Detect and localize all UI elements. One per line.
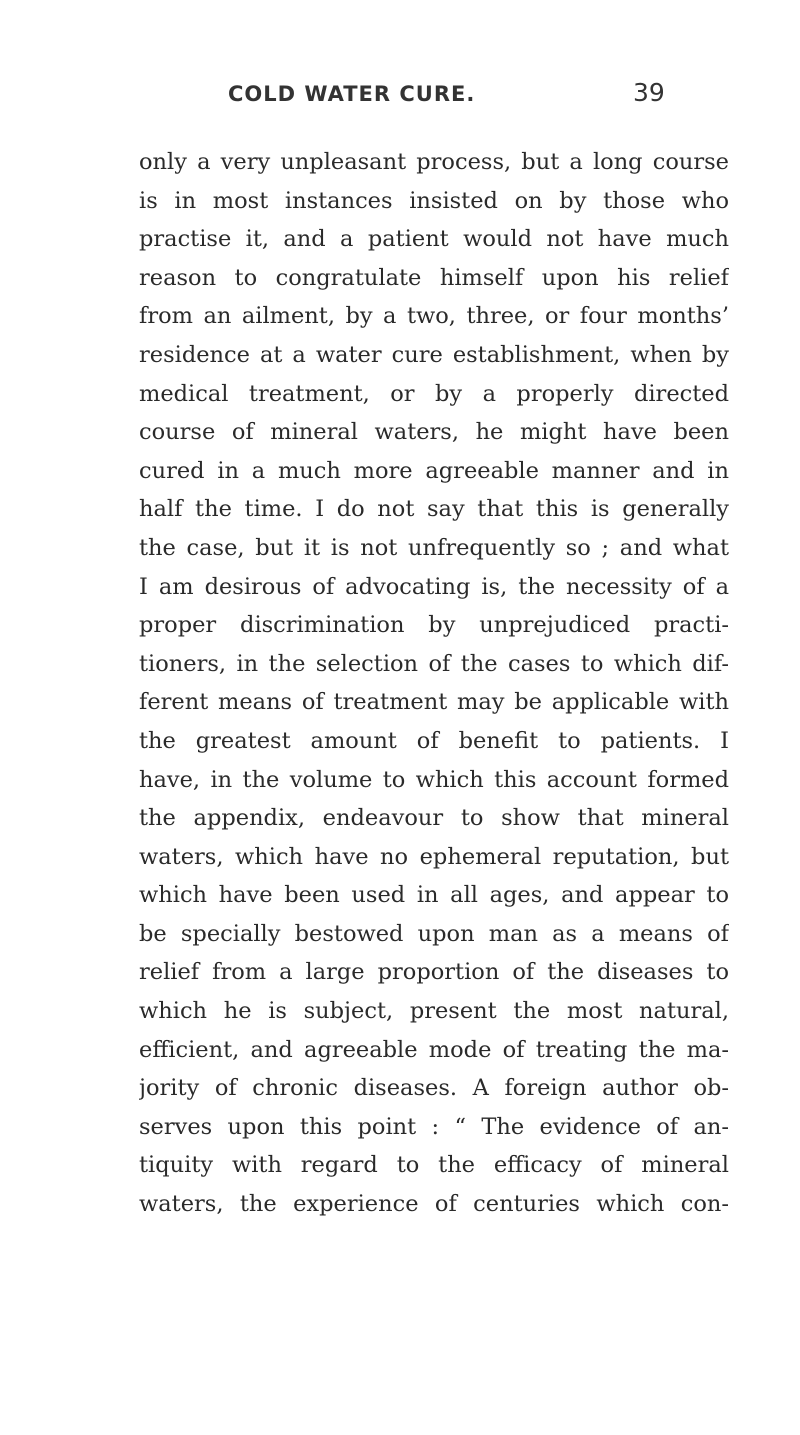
body-text — [139, 143, 729, 1224]
text-line: medical treatment, or by a properly directed — [139, 380, 729, 407]
text-line: half the time. I do not say that this is generally — [139, 496, 729, 523]
text-line: from an ailment, by a two, three, or four months’ — [139, 303, 729, 330]
text-line: waters, which have no ephemeral reputation, but — [139, 843, 729, 870]
text-line: the appendix, endeavour to show that mineral — [139, 805, 729, 832]
text-line: cured in a much more agreeable manner and in — [139, 457, 729, 484]
text-line: be specially bestowed upon man as a means of — [139, 920, 729, 947]
text-line: practise it, and a patient would not have much — [139, 226, 729, 253]
text-line: ferent means of treatment may be applicable with — [139, 689, 729, 716]
text-line: tioners, in the selection of the cases to which dif- — [139, 650, 729, 677]
text-line: have, in the volume to which this account formed — [139, 766, 729, 793]
text-line: relief from a large proportion of the diseases to — [139, 959, 729, 986]
text-line: only a very unpleasant process, but a long course — [139, 149, 729, 175]
text-line: waters, the experience of centuries which con- — [139, 1191, 729, 1218]
text-line: proper discrimination by unprejudiced practi- — [139, 612, 729, 639]
text-line: the case, but it is not unfrequently so ; and what — [139, 534, 729, 561]
running-head: COLD WATER CURE. — [228, 82, 476, 106]
text-line: which he is subject, present the most natural, — [139, 998, 729, 1025]
page-number: 39 — [633, 78, 665, 107]
text-line: I am desirous of advocating is, the necessity of a — [139, 573, 729, 600]
text-line: residence at a water cure establishment, when by — [139, 341, 729, 368]
text-line: jority of chronic diseases. A foreign author ob- — [139, 1075, 729, 1102]
text-line: is in most instances insisted on by those who — [139, 187, 729, 214]
text-line: reason to congratulate himself upon his relief — [139, 264, 729, 291]
text-line: efficient, and agreeable mode of treating the ma- — [139, 1036, 729, 1063]
text-line: serves upon this point : “ The evidence of an- — [139, 1113, 729, 1140]
text-line: course of mineral waters, he might have been — [139, 419, 729, 446]
text-line: the greatest amount of benefit to patients. I — [139, 727, 729, 754]
text-line: tiquity with regard to the efficacy of mineral — [139, 1152, 729, 1179]
text-line: which have been used in all ages, and appear to — [139, 882, 729, 909]
